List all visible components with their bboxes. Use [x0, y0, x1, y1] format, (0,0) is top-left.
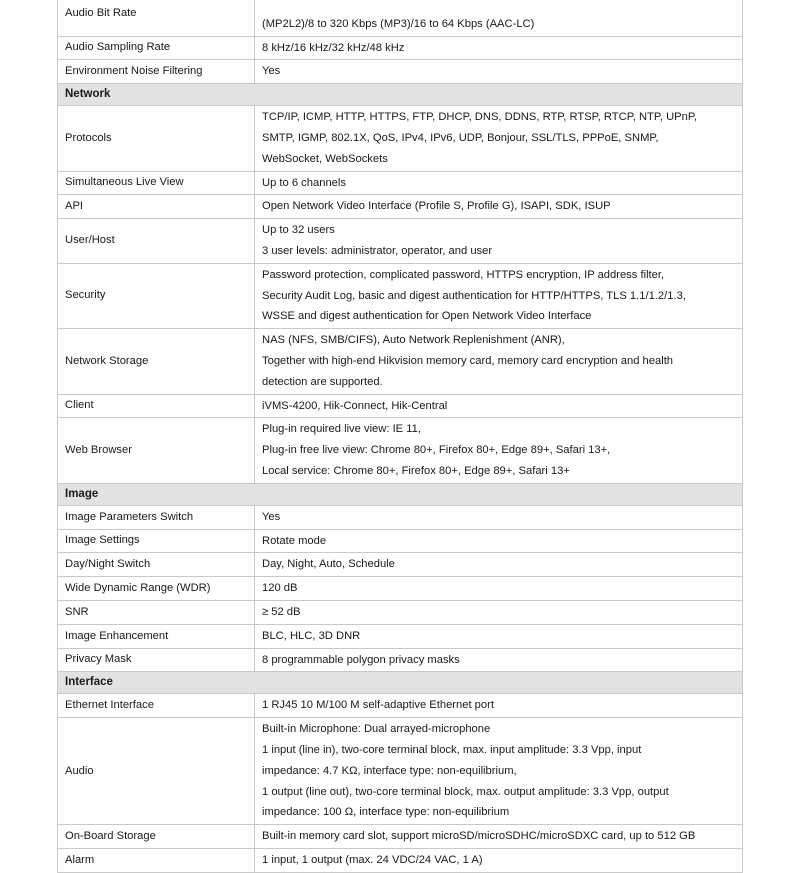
spec-value: [255, 718, 743, 825]
spec-value-line: impedance: 100 Ω, interface type: non-equilibrium: [262, 806, 510, 819]
spec-value-line: Rotate mode: [262, 534, 327, 547]
spec-value-line: detection are supported.: [262, 375, 383, 388]
spec-value-line: Yes: [262, 65, 281, 78]
spec-value: [255, 195, 743, 219]
spec-value-line: Yes: [262, 510, 281, 523]
spec-row-environment-noise-filtering: [58, 60, 743, 84]
spec-value-line: Built-in memory card slot, support microSD/microSDHC/microSDXC card, up to 512 GB: [262, 830, 696, 843]
spec-value: [255, 600, 743, 624]
spec-value-line: WSSE and digest authentication for Open Network Video Interface: [262, 310, 592, 323]
spec-value-line: ≥ 52 dB: [262, 605, 301, 618]
spec-value-line: 8 programmable polygon privacy masks: [262, 653, 460, 666]
spec-value: [255, 36, 743, 60]
spec-value-line: Day, Night, Auto, Schedule: [262, 558, 395, 571]
spec-label: Network Storage: [58, 329, 255, 394]
spec-row-network-storage: [58, 329, 743, 394]
spec-value-line: NAS (NFS, SMB/CIFS), Auto Network Replenishment (ANR),: [262, 334, 565, 347]
spec-value: [255, 219, 743, 264]
spec-table: [57, 0, 743, 873]
spec-value-line: Password protection, complicated password, HTTPS encryption, IP address filter,: [262, 268, 665, 281]
section-title: Interface: [58, 672, 743, 694]
spec-label: User/Host: [58, 219, 255, 264]
spec-row-ethernet-interface: [58, 694, 743, 718]
spec-value: [255, 529, 743, 553]
spec-value: [255, 60, 743, 84]
spec-value: [255, 694, 743, 718]
spec-row-simultaneous-live-view: [58, 171, 743, 195]
spec-label: Simultaneous Live View: [58, 171, 255, 195]
section-title: Image: [58, 483, 743, 505]
spec-row-day-night-switch: [58, 553, 743, 577]
spec-value-line: WebSocket, WebSockets: [262, 152, 388, 165]
spec-row-audio: [58, 718, 743, 825]
spec-label: Audio Sampling Rate: [58, 36, 255, 60]
spec-label: On-Board Storage: [58, 825, 255, 849]
spec-value-line: 8 kHz/16 kHz/32 kHz/48 kHz: [262, 41, 405, 54]
spec-label: Privacy Mask: [58, 648, 255, 672]
spec-label: Protocols: [58, 106, 255, 171]
spec-value: [255, 394, 743, 418]
spec-row-audio-bit-rate: [58, 0, 743, 36]
spec-value: [255, 825, 743, 849]
spec-label: Image Parameters Switch: [58, 505, 255, 529]
spec-value-line: iVMS-4200, Hik-Connect, Hik-Central: [262, 399, 448, 412]
spec-value-line: Up to 6 channels: [262, 176, 346, 189]
spec-value-line: 3 user levels: administrator, operator, and user: [262, 244, 493, 257]
spec-value: [255, 171, 743, 195]
spec-value: [255, 0, 743, 36]
spec-label: Image Settings: [58, 529, 255, 553]
spec-label: Client: [58, 394, 255, 418]
spec-row-audio-sampling-rate: [58, 36, 743, 60]
spec-row-on-board-storage: [58, 825, 743, 849]
spec-row-client: [58, 394, 743, 418]
section-header-interface: [58, 672, 743, 694]
spec-value-line: 120 dB: [262, 582, 298, 595]
spec-value-line: TCP/IP, ICMP, HTTP, HTTPS, FTP, DHCP, DNS, DDNS, RTP, RTSP, RTCP, NTP, UPnP,: [262, 111, 697, 124]
spec-row-protocols: [58, 106, 743, 171]
spec-value: [255, 648, 743, 672]
spec-value-line: Local service: Chrome 80+, Firefox 80+, Edge 89+, Safari 13+: [262, 464, 570, 477]
spec-row-api: [58, 195, 743, 219]
spec-value: [255, 418, 743, 483]
spec-row-security: [58, 263, 743, 328]
spec-value-line: 1 input (line in), two-core terminal block, max. input amplitude: 3.3 Vpp, input: [262, 743, 642, 756]
spec-value-line: Together with high-end Hikvision memory card, memory card encryption and health: [262, 354, 674, 367]
spec-value-line: Plug-in free live view: Chrome 80+, Firefox 80+, Edge 89+, Safari 13+,: [262, 444, 611, 457]
spec-row-image-settings: [58, 529, 743, 553]
spec-value-line: Up to 32 users: [262, 224, 335, 237]
spec-row-web-browser: [58, 418, 743, 483]
spec-row-snr: [58, 600, 743, 624]
spec-label: Ethernet Interface: [58, 694, 255, 718]
section-header-network: [58, 84, 743, 106]
spec-row-wide-dynamic-range-wdr: [58, 577, 743, 601]
spec-row-alarm: [58, 848, 743, 872]
spec-row-image-parameters-switch: [58, 505, 743, 529]
spec-label: Audio Bit Rate: [58, 0, 255, 36]
spec-value-line: Open Network Video Interface (Profile S, Profile G), ISAPI, SDK, ISUP: [262, 200, 611, 213]
spec-label: Audio: [58, 718, 255, 825]
spec-value-line: 1 output (line out), two-core terminal block, max. output amplitude: 3.3 Vpp, output: [262, 785, 669, 798]
spec-value: [255, 553, 743, 577]
spec-value: [255, 624, 743, 648]
spec-value: [255, 263, 743, 328]
spec-value-line: SMTP, IGMP, 802.1X, QoS, IPv4, IPv6, UDP, Bonjour, SSL/TLS, PPPoE, SNMP,: [262, 131, 659, 144]
spec-value-line: [262, 0, 735, 14]
spec-value-line: impedance: 4.7 KΩ, interface type: non-equilibrium,: [262, 764, 517, 777]
spec-label: Image Enhancement: [58, 624, 255, 648]
spec-value-line: 1 RJ45 10 M/100 M self-adaptive Ethernet port: [262, 699, 494, 712]
spec-label: Wide Dynamic Range (WDR): [58, 577, 255, 601]
spec-value: [255, 106, 743, 171]
spec-label: Alarm: [58, 848, 255, 872]
spec-value-line: (MP2L2)/8 to 320 Kbps (MP3)/16 to 64 Kbps (AAC-LC): [262, 17, 535, 30]
spec-value: [255, 848, 743, 872]
spec-value: [255, 505, 743, 529]
spec-value: [255, 577, 743, 601]
spec-label: Environment Noise Filtering: [58, 60, 255, 84]
spec-row-user-host: [58, 219, 743, 264]
spec-label: Web Browser: [58, 418, 255, 483]
section-title: Network: [58, 84, 743, 106]
spec-value-line: 1 input, 1 output (max. 24 VDC/24 VAC, 1 A): [262, 853, 483, 866]
spec-value-line: Built-in Microphone: Dual arrayed-microphone: [262, 723, 491, 736]
spec-label: Day/Night Switch: [58, 553, 255, 577]
spec-label: Security: [58, 263, 255, 328]
spec-label: SNR: [58, 600, 255, 624]
spec-row-image-enhancement: [58, 624, 743, 648]
spec-value-line: Security Audit Log, basic and digest authentication for HTTP/HTTPS, TLS 1.1/1.2/1.3,: [262, 289, 686, 302]
spec-value-line: Plug-in required live view: IE 11,: [262, 423, 421, 436]
spec-value: [255, 329, 743, 394]
spec-row-privacy-mask: [58, 648, 743, 672]
spec-label: API: [58, 195, 255, 219]
spec-value-line: BLC, HLC, 3D DNR: [262, 629, 361, 642]
section-header-image: [58, 483, 743, 505]
